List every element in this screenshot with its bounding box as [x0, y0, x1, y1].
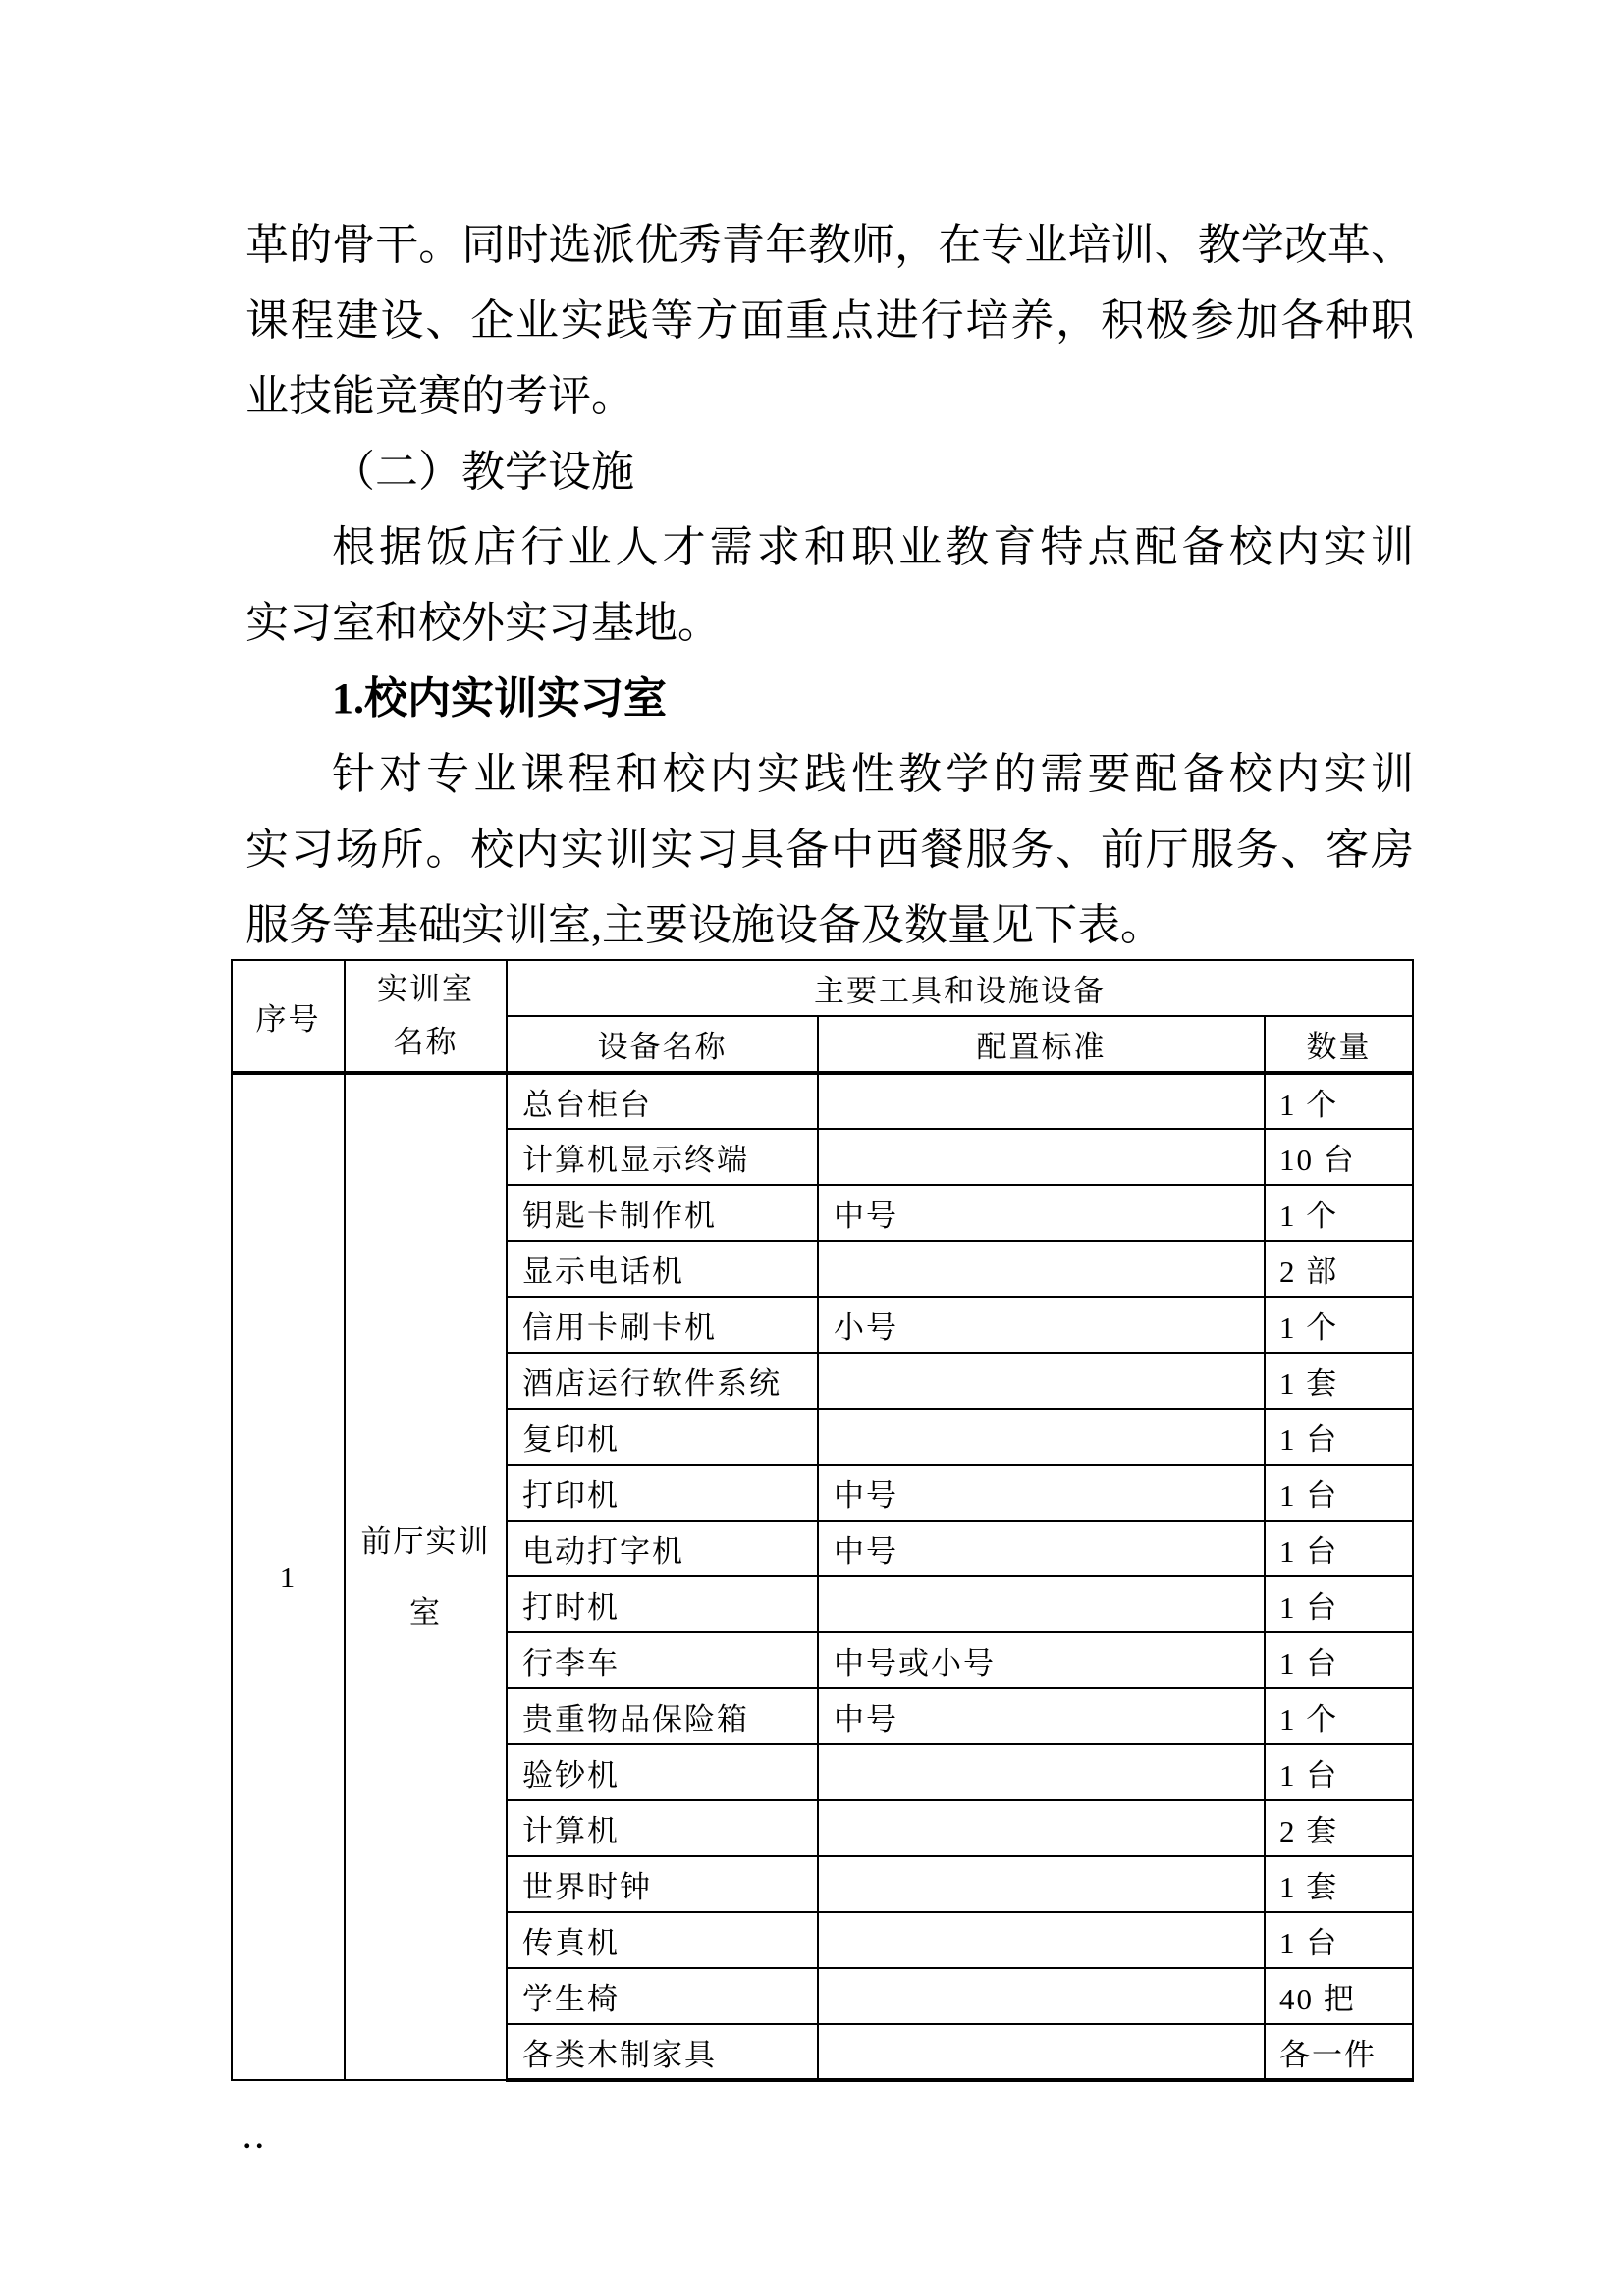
device-cell: 学生椅: [507, 1968, 818, 2024]
standard-cell: [818, 1241, 1265, 1297]
qty-cell: 1 台: [1265, 1744, 1413, 1800]
table-row: [232, 1073, 1413, 1129]
qty-cell: 1 台: [1265, 1521, 1413, 1576]
standard-cell: [818, 1744, 1265, 1800]
standard-cell: 中号: [818, 1185, 1265, 1241]
standard-cell: 小号: [818, 1297, 1265, 1353]
standard-cell: [818, 1576, 1265, 1632]
device-cell: 计算机: [507, 1800, 818, 1856]
qty-cell: 1 台: [1265, 1632, 1413, 1688]
seq-cell: 1: [232, 1073, 345, 2080]
qty-cell: 1 套: [1265, 1856, 1413, 1912]
col-header-standard: 配置标准: [818, 1016, 1265, 1073]
col-header-room-line2: 名称: [393, 1025, 459, 1059]
section-heading: （二）教学设施: [332, 448, 634, 496]
device-cell: 贵重物品保险箱: [507, 1688, 818, 1744]
qty-cell: 1 台: [1265, 1912, 1413, 1968]
device-cell: 各类木制家具: [507, 2024, 818, 2080]
col-header-qty: 数量: [1265, 1016, 1413, 1073]
col-header-device: 设备名称: [507, 1016, 818, 1073]
qty-cell: 2 套: [1265, 1800, 1413, 1856]
table-header-row: [232, 960, 1413, 1016]
standard-cell: [818, 2024, 1265, 2080]
device-cell: 电动打字机: [507, 1521, 818, 1576]
device-cell: 钥匙卡制作机: [507, 1185, 818, 1241]
standard-cell: [818, 1353, 1265, 1409]
standard-cell: [818, 1073, 1265, 1129]
device-cell: 显示电话机: [507, 1241, 818, 1297]
qty-cell: 10 台: [1265, 1129, 1413, 1185]
paragraph-line: 针对专业课程和校内实践性教学的需要配备校内实训: [332, 750, 1414, 798]
device-cell: 打印机: [507, 1465, 818, 1521]
sub-heading: 1.校内实训实习室: [332, 674, 667, 722]
qty-cell: 1 个: [1265, 1297, 1413, 1353]
standard-cell: [818, 1409, 1265, 1465]
device-cell: 传真机: [507, 1912, 818, 1968]
col-header-seq: 序号: [232, 960, 345, 1073]
standard-cell: 中号: [818, 1688, 1265, 1744]
qty-cell: 各一件: [1265, 2024, 1413, 2080]
device-cell: 复印机: [507, 1409, 818, 1465]
paragraph-line: 革的骨干。同时选派优秀青年教师，在专业培训、教学改革、: [245, 221, 1414, 269]
body-text: [245, 207, 1414, 963]
standard-cell: [818, 1856, 1265, 1912]
standard-cell: 中号: [818, 1521, 1265, 1576]
qty-cell: 1 个: [1265, 1073, 1413, 1129]
equipment-table: [231, 959, 1414, 2082]
device-cell: 信用卡刷卡机: [507, 1297, 818, 1353]
qty-cell: 1 个: [1265, 1185, 1413, 1241]
qty-cell: 1 台: [1265, 1409, 1413, 1465]
footer-mark: ..: [244, 2122, 268, 2155]
col-header-tools-group: 主要工具和设施设备: [507, 960, 1413, 1016]
qty-cell: 1 个: [1265, 1688, 1413, 1744]
standard-cell: 中号: [818, 1465, 1265, 1521]
standard-cell: [818, 1968, 1265, 2024]
device-cell: 总台柜台: [507, 1073, 818, 1129]
paragraph-line: 服务等基础实训室,主要设施设备及数量见下表。: [245, 901, 1164, 949]
device-cell: 打时机: [507, 1576, 818, 1632]
device-cell: 酒店运行软件系统: [507, 1353, 818, 1409]
device-cell: 行李车: [507, 1632, 818, 1688]
device-cell: 世界时钟: [507, 1856, 818, 1912]
paragraph-line: 实习场所。校内实训实习具备中西餐服务、前厅服务、客房: [245, 826, 1414, 874]
standard-cell: [818, 1800, 1265, 1856]
qty-cell: 1 套: [1265, 1353, 1413, 1409]
standard-cell: 中号或小号: [818, 1632, 1265, 1688]
standard-cell: [818, 1129, 1265, 1185]
paragraph-line: 业技能竞赛的考评。: [245, 372, 634, 420]
col-header-room-line1: 实训室: [377, 972, 474, 1006]
qty-cell: 1 台: [1265, 1465, 1413, 1521]
device-cell: 验钞机: [507, 1744, 818, 1800]
device-cell: 计算机显示终端: [507, 1129, 818, 1185]
paragraph-line: 实习室和校外实习基地。: [245, 599, 721, 647]
qty-cell: 1 台: [1265, 1576, 1413, 1632]
qty-cell: 2 部: [1265, 1241, 1413, 1297]
room-name-cell: 前厅实训室: [345, 1073, 507, 2080]
paragraph-line: 课程建设、企业实践等方面重点进行培养，积极参加各种职: [245, 296, 1414, 345]
standard-cell: [818, 1912, 1265, 1968]
col-header-room-name: [345, 960, 507, 1073]
paragraph-line: 根据饭店行业人才需求和职业教育特点配备校内实训: [332, 523, 1414, 571]
qty-cell: 40 把: [1265, 1968, 1413, 2024]
